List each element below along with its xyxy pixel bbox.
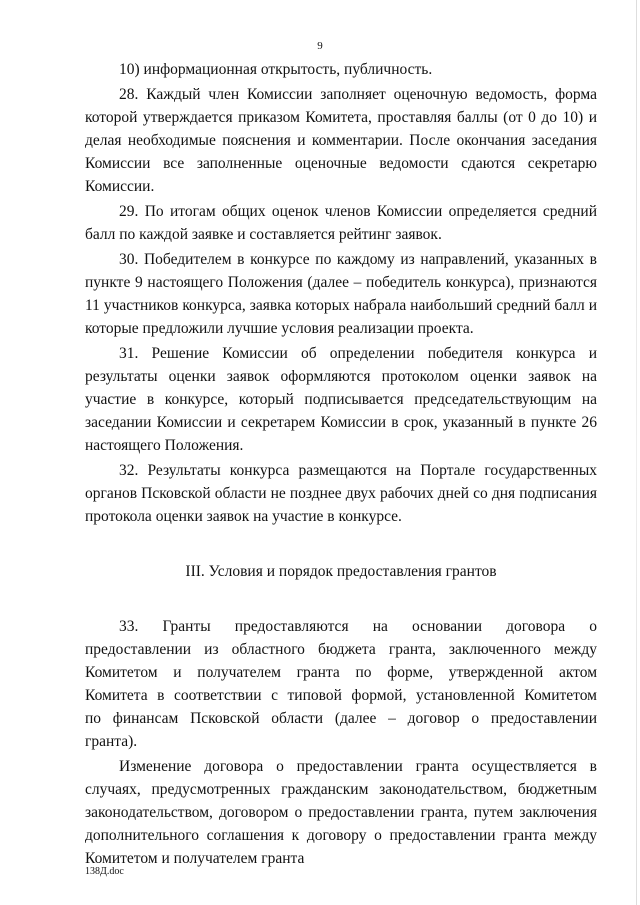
page-edge-line xyxy=(636,0,637,905)
paragraph-28: 28. Каждый член Комиссии заполняет оценочную ведомость, форма которой утверждается приказом Комитета, проставляя баллы (от 0 до 10) и делая необходимые пояснения и комментарии. После окончания заседания Комиссии все заполненные оценочные ведомости сдаются секретарю Комиссии. xyxy=(85,86,597,195)
paragraph-32: 32. Результаты конкурса размещаются на Портале государственных органов Псковской области не позднее двух рабочих дней со дня подписания протокола оценки заявок на участие в конкурсе. xyxy=(85,462,597,525)
paragraph-33: 33. Гранты предоставляются на основании договора о предоставлении из областного бюджета гранта, заключенного между Комитетом и получателем гранта по форме, утвержденной актом Комитета в соответствии с типовой формой, установленной Комитетом по финансам Псковской области (далее – договор о предоставлении гранта). xyxy=(85,618,597,750)
paragraph-30: 30. Победителем в конкурсе по каждому из направлений, указанных в пункте 9 настоящего Положения (далее – победитель конкурса), признаются 11 участников конкурса, заявка которых набрала наибольший средний балл и которые предложили лучшие условия реализации проекта. xyxy=(85,251,597,337)
paragraph-31: 31. Решение Комиссии об определении победителя конкурса и результаты оценки заявок оформляются протоколом оценки заявок на участие в конкурсе, который подписывается председательствующим на заседании Комиссии и секретарем Комиссии в срок, указанный в пункте 26 настоящего Положения. xyxy=(85,345,597,454)
footer-filename: 138Д.doc xyxy=(85,866,124,877)
paragraph-item-10: 10) информационная открытость, публичность. xyxy=(119,61,433,78)
paragraph-29: 29. По итогам общих оценок членов Комиссии определяется средний балл по каждой заявке и составляется рейтинг заявок. xyxy=(85,203,597,243)
page-number: 9 xyxy=(317,40,323,52)
document-body xyxy=(85,58,597,870)
section-heading: III. Условия и порядок предоставления грантов xyxy=(185,563,497,580)
paragraph-contract-amendment: Изменение договора о предоставлении гранта осуществляется в случаях, предусмотренных гражданским законодательством, бюджетным законодательством, договором о предоставлении гранта, путем заключения дополнительного соглашения к договору о предоставлении гранта между Комитетом и получателем гранта xyxy=(85,758,597,867)
